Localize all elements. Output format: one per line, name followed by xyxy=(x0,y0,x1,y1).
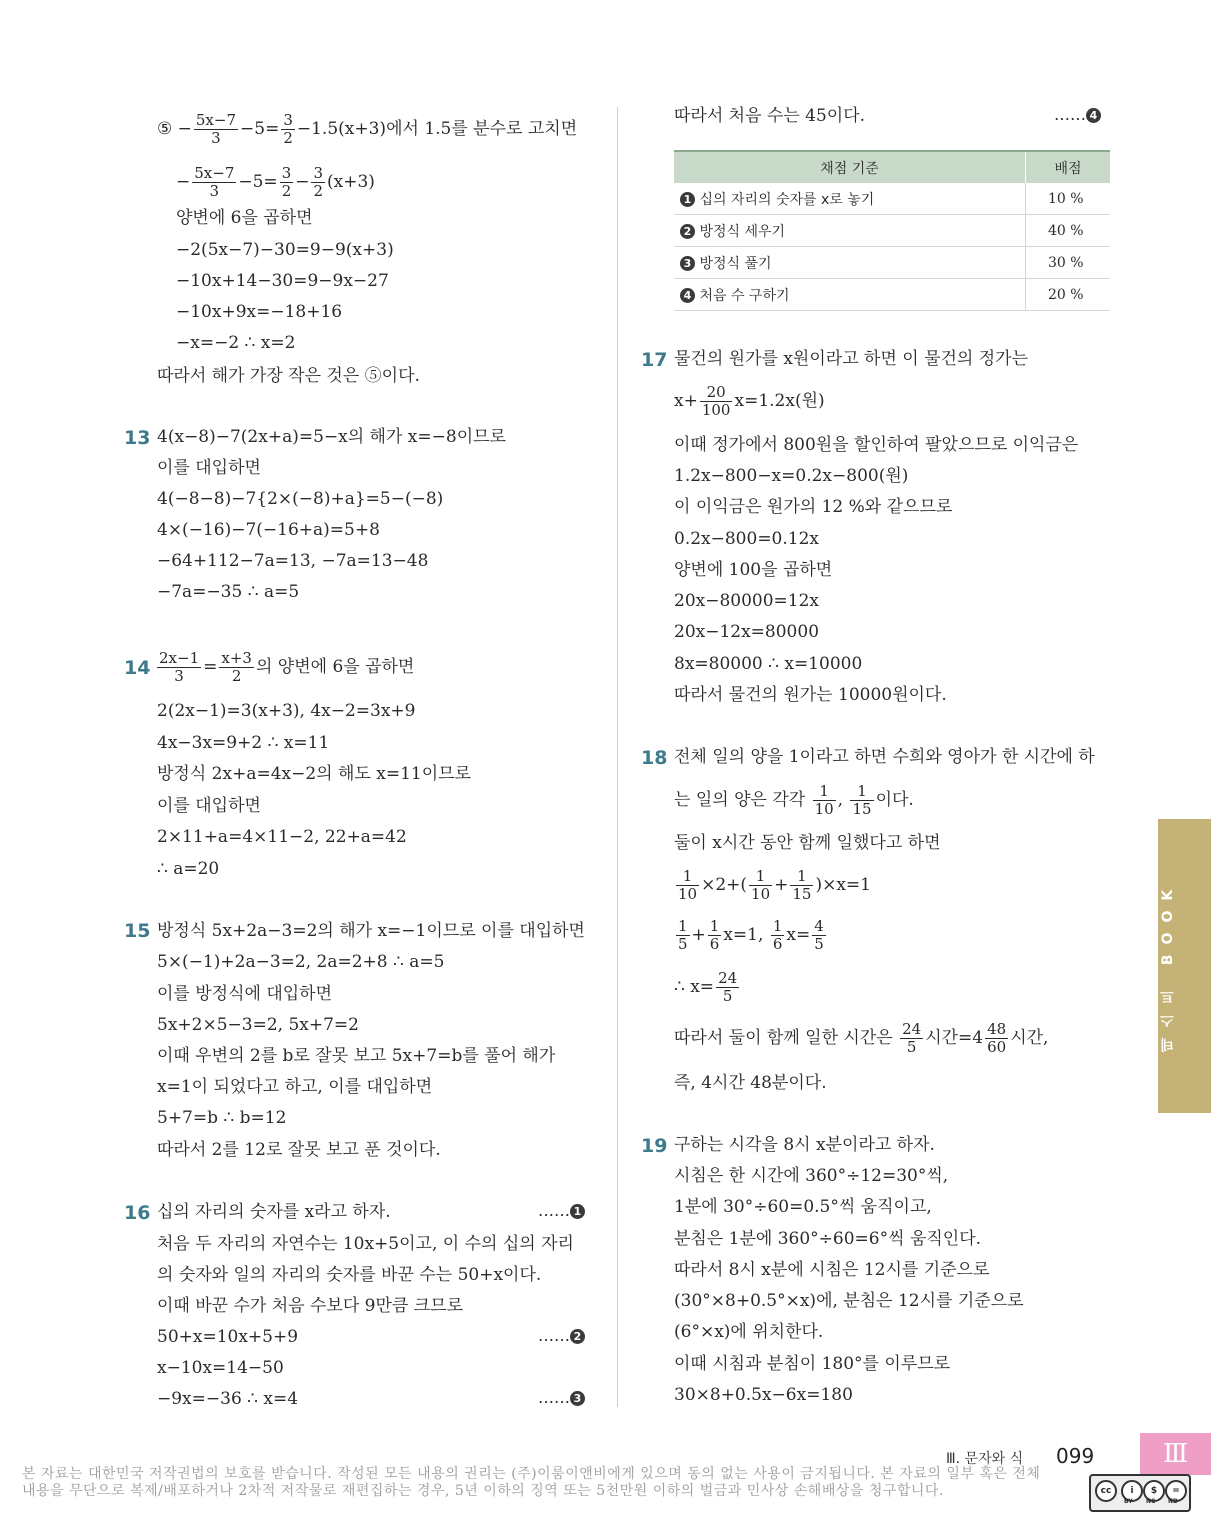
step-1-icon: 1 xyxy=(570,1204,585,1219)
problem-number: 17 xyxy=(641,349,668,371)
text-line: 둘이 x시간 동안 함께 일했다고 하면 xyxy=(674,833,941,853)
math-text: −5= xyxy=(240,119,280,139)
fraction: $\frac{1}{10}$ xyxy=(678,867,698,903)
cc-by-label: BY xyxy=(1124,1498,1133,1505)
fraction: $\frac{1}{6}$ xyxy=(709,917,720,953)
math-text: , xyxy=(837,790,844,810)
chapter-label: Ⅲ. 문자와 식 xyxy=(946,1451,1024,1467)
table-row xyxy=(674,279,1110,311)
text-line: 이때 정가에서 800원을 할인하여 팔았으므로 이익금은 xyxy=(674,435,1079,455)
chapter-tab: Ⅲ xyxy=(1140,1433,1211,1475)
text-line: 처음 두 자리의 자연수는 10x+5이고, 이 수의 십의 자리 xyxy=(157,1234,574,1254)
math-text: + xyxy=(774,875,789,895)
fraction: $\frac{24}{5}$ xyxy=(718,969,738,1005)
cc-icon: cc xyxy=(1095,1480,1117,1502)
text-line: 이때 우변의 2를 b로 잘못 보고 5x+7=b를 풀어 해가 xyxy=(157,1046,556,1066)
text-line: 구하는 시각을 8시 x분이라고 하자. xyxy=(674,1135,935,1155)
math-text: + xyxy=(691,925,706,945)
text-line: 5+7=b ∴ b=12 xyxy=(157,1108,287,1128)
step-marker: …… 1 xyxy=(538,1201,585,1220)
cc-nd-label: ND xyxy=(1168,1498,1179,1505)
text-line: 4(x−8)−7(2x+a)=5−x의 해가 x=−8이므로 xyxy=(157,427,506,447)
fraction: $\frac{1}{10}$ xyxy=(814,782,834,818)
text-line: x−10x=14−50 xyxy=(157,1358,284,1378)
fraction: $\frac{5x-7}{3}$ xyxy=(195,111,237,147)
step-4-icon: 4 xyxy=(680,288,695,303)
copyright-notice: 본 자료는 대한민국 저작권법의 보호를 받습니다. 작성된 모든 내용의 권리는 (주)이룸이앤비에게 있으며 동의 없는 사용이 금지됩니다. 본 자료의 일부 혹은 전체 내용을 무단으로 복제/배포하거나 2차적 저작물로 재편집하는 경우, 5년 이하의 징역 또는 5천만원 이하의 벌금과 민사상 손해배상을 청구합니다. xyxy=(22,1466,1041,1499)
problem-number: 13 xyxy=(124,427,151,449)
math-text: 따라서 둘이 함께 일한 시간은 xyxy=(674,1028,893,1048)
problem-number: 18 xyxy=(641,747,668,769)
column-divider xyxy=(617,107,618,1407)
text-line: −x=−2 ∴ x=2 xyxy=(176,333,296,353)
math-text: 이다. xyxy=(875,790,914,810)
fraction: $\frac{24}{5}$ xyxy=(902,1020,922,1056)
fraction: $\frac{1}{10}$ xyxy=(751,867,771,903)
text-line: 8x=80000 ∴ x=10000 xyxy=(674,654,863,674)
text-line: 30×8+0.5x−6x=180 xyxy=(674,1385,853,1405)
fraction: $\frac{1}{6}$ xyxy=(772,917,783,953)
test-book-side-tab xyxy=(1158,819,1211,1113)
text-line: 즉, 4시간 48분이다. xyxy=(674,1073,827,1093)
math-text: x= xyxy=(786,925,811,945)
step-1-icon: 1 xyxy=(680,192,695,207)
grading-header-row xyxy=(674,151,1110,183)
text-line: −64+112−7a=13, −7a=13−48 xyxy=(157,551,429,571)
text-line: 따라서 2를 12로 잘못 보고 푼 것이다. xyxy=(157,1140,441,1160)
text-line: 양변에 100을 곱하면 xyxy=(674,560,833,580)
text-line: 1분에 30°÷60=0.5°씩 움직이고, xyxy=(674,1197,932,1217)
text-line: (6°×x)에 위치한다. xyxy=(674,1322,824,1342)
text-line: 4×(−16)−7(−16+a)=5+8 xyxy=(157,520,380,540)
text-line: 따라서 물건의 원가는 10000원이다. xyxy=(674,685,947,705)
text-line: 2×11+a=4×11−2, 22+a=42 xyxy=(157,827,407,847)
fraction: $\frac{3}{2}$ xyxy=(281,164,292,200)
text-line: 50+x=10x+5+9 xyxy=(157,1327,299,1347)
problem-number: 14 xyxy=(124,657,151,679)
text-line: x=1이 되었다고 하고, 이를 대입하면 xyxy=(157,1077,433,1097)
text-line: 0.2x−800=0.12x xyxy=(674,529,819,549)
table-row xyxy=(674,247,1110,279)
step-2-icon: 2 xyxy=(680,224,695,239)
fraction: $\frac{1}{5}$ xyxy=(678,917,688,953)
text-line: 이를 대입하면 xyxy=(157,796,261,816)
fraction: $\frac{3}{2}$ xyxy=(313,164,324,200)
table-row xyxy=(674,183,1110,215)
math-text: x=1, xyxy=(723,925,764,945)
math-text: = xyxy=(203,657,218,677)
points-value: 20 % xyxy=(1026,279,1111,311)
table-row xyxy=(674,215,1110,247)
text-line: 5×(−1)+2a−3=2, 2a=2+8 ∴ a=5 xyxy=(157,952,445,972)
nc-icon: $ xyxy=(1143,1480,1165,1502)
problem-number: 15 xyxy=(124,920,151,942)
math-text: ⑤ − xyxy=(157,119,192,139)
fraction: $\frac{1}{15}$ xyxy=(792,867,812,903)
fraction: $\frac{2x-1}{3}$ xyxy=(159,649,200,685)
text-line: 전체 일의 양을 1이라고 하면 수희와 영아가 한 시간에 하 xyxy=(674,747,1095,767)
text-line: (30°×8+0.5°×x)에, 분침은 12시를 기준으로 xyxy=(674,1291,1024,1311)
text-line: ∴ a=20 xyxy=(157,859,220,879)
fraction: $\frac{4}{5}$ xyxy=(814,917,824,953)
step-marker: …… 4 xyxy=(1054,105,1101,124)
fraction: $\frac{5x-7}{3}$ xyxy=(194,164,235,200)
text-line: 1.2x−800−x=0.2x−800(원) xyxy=(674,466,909,486)
math-text: 는 일의 양은 각각 xyxy=(674,790,806,810)
math-text: (x+3) xyxy=(327,172,375,192)
fraction: $\frac{20}{100}$ xyxy=(701,383,731,419)
text-line: 따라서 처음 수는 45이다. xyxy=(674,106,866,126)
fraction: $\frac{48}{60}$ xyxy=(987,1020,1007,1056)
text-line: 따라서 8시 x분에 시침은 12시를 기준으로 xyxy=(674,1260,990,1280)
math-text: x=1.2x(원) xyxy=(734,391,825,411)
step-2-icon: 2 xyxy=(570,1329,585,1344)
page-number: 099 xyxy=(1056,1444,1095,1468)
fraction: $\frac{3}{2}$ xyxy=(283,111,293,147)
text-line: 이를 방정식에 대입하면 xyxy=(157,984,333,1004)
text-line: 의 숫자와 일의 자리의 숫자를 바꾼 수는 50+x이다. xyxy=(157,1265,542,1285)
fraction: $\frac{1}{15}$ xyxy=(852,782,872,818)
points-value: 30 % xyxy=(1026,247,1111,279)
text-line: 분침은 1분에 360°÷60=6°씩 움직인다. xyxy=(674,1229,982,1249)
text-line: 2(2x−1)=3(x+3), 4x−2=3x+9 xyxy=(157,701,416,721)
criteria-label: 처음 수 구하기 xyxy=(699,287,790,304)
points-header: 배점 xyxy=(1026,151,1111,183)
math-text: −1.5(x+3)에서 1.5를 분수로 고치면 xyxy=(296,119,578,139)
fraction: $\frac{x+3}{2}$ xyxy=(221,649,252,685)
text-line: 이 이익금은 원가의 12 %와 같으므로 xyxy=(674,497,953,517)
text-line: 시침은 한 시간에 360°÷12=30°씩, xyxy=(674,1166,949,1186)
cc-license-badge xyxy=(1089,1474,1191,1512)
step-3-icon: 3 xyxy=(680,256,695,271)
text-line: 4(−8−8)−7{2×(−8)+a}=5−(−8) xyxy=(157,489,444,509)
criteria-label: 방정식 세우기 xyxy=(699,223,786,240)
grading-table xyxy=(674,150,1110,311)
math-text: )×x=1 xyxy=(815,875,871,895)
step-4-icon: 4 xyxy=(1086,108,1101,123)
math-text: 시간=4 xyxy=(925,1028,984,1048)
problem-number: 19 xyxy=(641,1135,668,1157)
side-tab-label: 테스트 BOOK xyxy=(1160,879,1176,1053)
math-text: −5= xyxy=(238,172,278,192)
text-line: 양변에 6을 곱하면 xyxy=(176,208,313,228)
math-text: − xyxy=(295,172,310,192)
text-line: 20x−80000=12x xyxy=(674,591,820,611)
step-marker: …… 2 xyxy=(538,1326,585,1345)
math-text: x+ xyxy=(674,391,698,411)
math-text: ×2+( xyxy=(701,875,748,895)
criteria-label: 십의 자리의 숫자를 x로 놓기 xyxy=(699,191,875,208)
math-text: ∴ x= xyxy=(674,977,715,997)
problem-number: 16 xyxy=(124,1202,151,1224)
text-line: 이때 바꾼 수가 처음 수보다 9만큼 크므로 xyxy=(157,1296,463,1316)
text-line: 이를 대입하면 xyxy=(157,458,261,478)
math-text: 시간, xyxy=(1010,1028,1049,1048)
math-text: − xyxy=(176,172,191,192)
text-line: 십의 자리의 숫자를 x라고 하자. xyxy=(157,1202,391,1222)
nd-icon: = xyxy=(1165,1480,1187,1502)
criteria-label: 방정식 풀기 xyxy=(699,255,772,272)
criteria-header: 채점 기준 xyxy=(674,151,1026,183)
text-line: 4x−3x=9+2 ∴ x=11 xyxy=(157,733,330,753)
text-line: 물건의 원가를 x원이라고 하면 이 물건의 정가는 xyxy=(674,349,1029,369)
text-line: 20x−12x=80000 xyxy=(674,622,820,642)
text-line: −10x+14−30=9−9x−27 xyxy=(176,271,389,291)
text-line: 따라서 해가 가장 작은 것은 ⑤이다. xyxy=(157,366,420,386)
text-line: −2(5x−7)−30=9−9(x+3) xyxy=(176,240,394,260)
step-3-icon: 3 xyxy=(570,1391,585,1406)
text-line: −9x=−36 ∴ x=4 xyxy=(157,1389,299,1409)
text-line: 방정식 5x+2a−3=2의 해가 x=−1이므로 이를 대입하면 xyxy=(157,921,585,941)
text-line: 5x+2×5−3=2, 5x+7=2 xyxy=(157,1015,359,1035)
by-icon: i xyxy=(1121,1480,1143,1502)
text-line: 이때 시침과 분침이 180°를 이루므로 xyxy=(674,1354,951,1374)
text-line: −10x+9x=−18+16 xyxy=(176,302,343,322)
text-line: 방정식 2x+a=4x−2의 해도 x=11이므로 xyxy=(157,764,471,784)
points-value: 40 % xyxy=(1026,215,1111,247)
text-line: −7a=−35 ∴ a=5 xyxy=(157,582,300,602)
cc-nc-label: NC xyxy=(1146,1498,1156,1505)
points-value: 10 % xyxy=(1026,183,1111,215)
math-text: 의 양변에 6을 곱하면 xyxy=(255,657,415,677)
step-marker: …… 3 xyxy=(538,1388,585,1407)
